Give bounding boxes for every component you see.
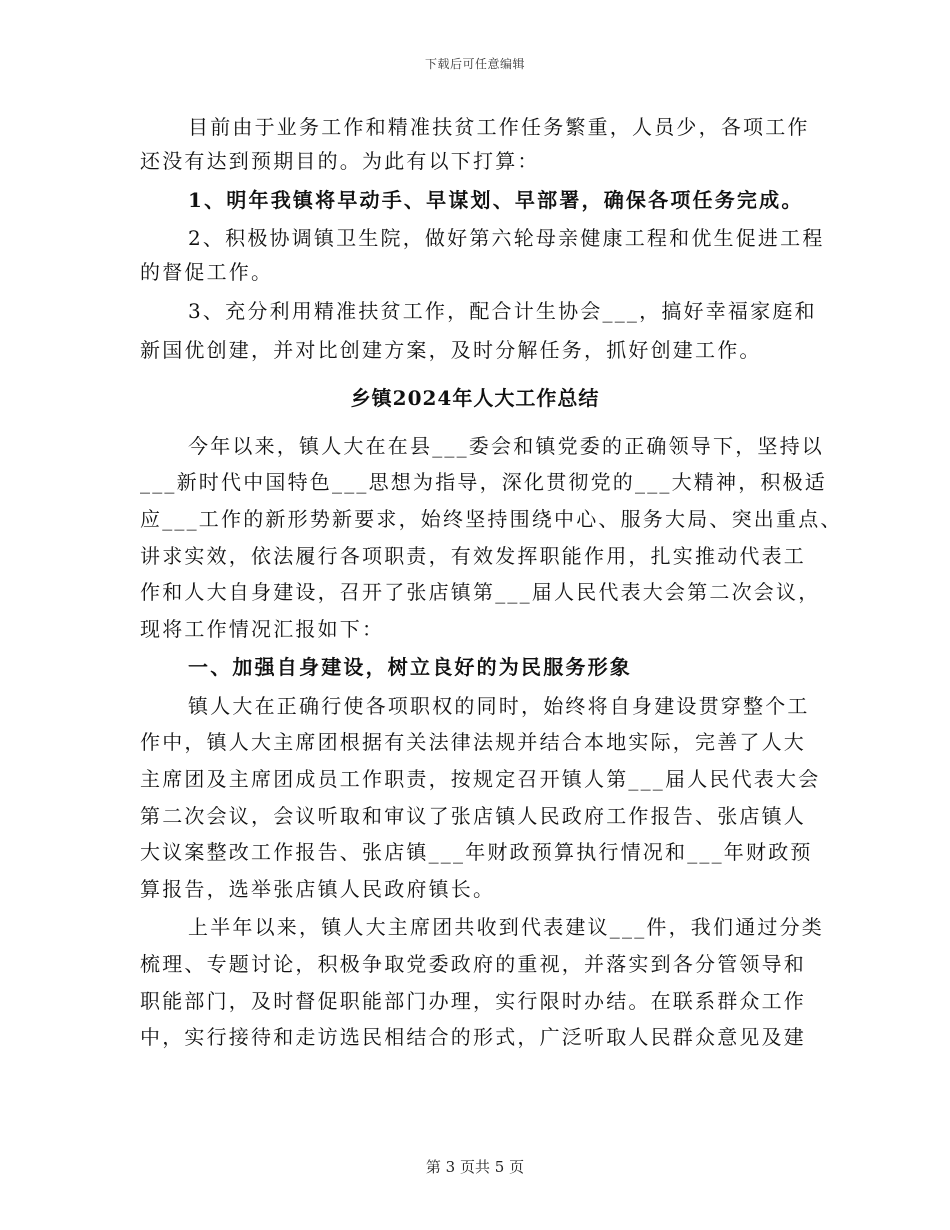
- body-line: 职能部门，及时督促职能部门办理，实行限时办结。在联系群众工作: [140, 989, 806, 1013]
- body-line: 新国优创建，并对比创建方案，及时分解任务，抓好创建工作。: [140, 338, 762, 362]
- body-line: 作和人大自身建设，召开了张店镇第___届人民代表大会第二次会议，: [140, 580, 821, 604]
- body-line: 镇人大在正确行使各项职权的同时，始终将自身建设贯穿整个工: [188, 694, 810, 718]
- body-line: 还没有达到预期目的。为此有以下打算：: [140, 149, 540, 173]
- body-line: 梳理、专题讨论，积极争取党委政府的重视，并落实到各分管领导和: [140, 952, 806, 976]
- page-number: 第 3 页共 5 页: [425, 1158, 525, 1176]
- body-line: 主席团及主席团成员工作职责，按规定召开镇人第___届人民代表大会: [140, 767, 821, 791]
- body-line: 的督促工作。: [140, 260, 274, 284]
- body-line: 2、积极协调镇卫生院，做好第六轮母亲健康工程和优生促进工程: [188, 226, 825, 250]
- body-line: 中，实行接待和走访选民相结合的形式，广泛听取人民群众意见及建: [140, 1025, 806, 1049]
- subsection-heading: 一、加强自身建设，树立良好的为民服务形象: [188, 655, 632, 679]
- body-line: 讲求实效，依法履行各项职责，有效发挥职能作用，扎实推动代表工: [140, 544, 806, 568]
- body-line-bold: 1、明年我镇将早动手、早谋划、早部署，确保各项任务完成。: [188, 188, 804, 212]
- body-line: 算报告，选举张店镇人民政府镇长。: [140, 877, 496, 901]
- body-line: 上半年以来，镇人大主席团共收到代表建议___件，我们通过分类: [188, 915, 824, 939]
- body-line: ___新时代中国特色___思想为指导，深化贯彻党的___大精神，积极适: [140, 470, 827, 494]
- body-line: 应___工作的新形势新要求，始终坚持围绕中心、服务大局、突出重点、: [140, 507, 843, 531]
- body-line: 3、充分利用精准扶贫工作，配合计生协会___，搞好幸福家庭和: [188, 299, 817, 323]
- body-line: 第二次会议，会议听取和审议了张店镇人民政府工作报告、张店镇人: [140, 804, 806, 828]
- body-line: 大议案整改工作报告、张店镇___年财政预算执行情况和___年财政预: [140, 840, 813, 864]
- header-note: 下载后可任意编辑: [424, 57, 525, 71]
- section-title: 乡镇2024年人大工作总结: [350, 386, 600, 410]
- body-line: 作中，镇人大主席团根据有关法律法规并结合本地实际，完善了人大: [140, 730, 806, 754]
- body-line: 目前由于业务工作和精准扶贫工作任务繁重，人员少，各项工作: [188, 115, 810, 139]
- body-line: 今年以来，镇人大在在县___委会和镇党委的正确领导下，坚持以: [188, 434, 824, 458]
- body-line: 现将工作情况汇报如下：: [140, 617, 385, 641]
